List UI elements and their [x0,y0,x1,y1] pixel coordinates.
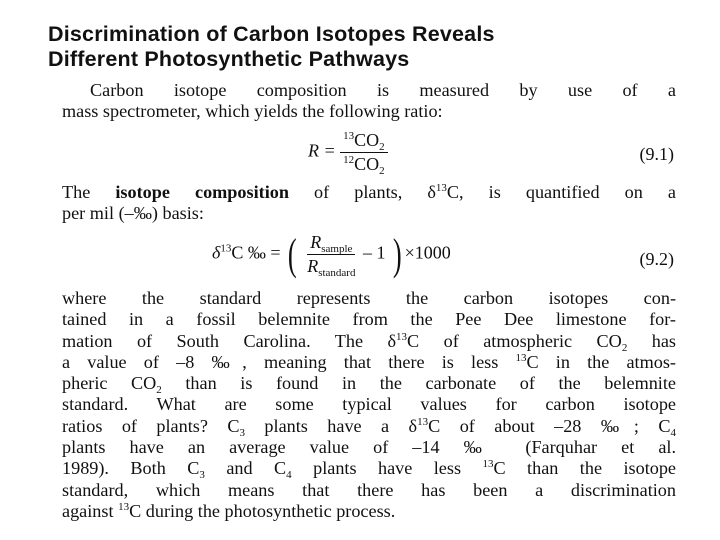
den: R [307,256,319,276]
equation-number: (9.2) [639,249,674,269]
eq-lhs: R = [308,140,336,161]
paragraph-standard [62,288,676,522]
equation-9-2 [212,229,451,279]
den-sub: 2 [379,165,385,177]
slide-title [48,22,495,72]
r-fraction [304,232,358,277]
equation-9-1 [308,130,388,175]
num-sub: 2 [379,141,385,153]
text-line: mass spectrometer, which yields the following ratio: [62,101,443,122]
ratio-fraction [340,130,388,175]
text-line: plants have an average value of –14 ‰ (Farquhar et al. [62,437,676,458]
paragraph-composition [62,182,676,225]
text-line: where the standard represents the carbon isotopes con- [62,288,676,308]
equation-number: (9.1) [639,144,674,164]
text-line: a value of –8 ‰, meaning that there is less $^{13}$C in the atmos- [62,351,676,372]
lhs: C ‰ = [231,242,281,263]
den: CO [354,154,380,174]
text-line: 1989). Both $C_3$ and $C_4$ plants have less $^{13}$C than the isotope [62,458,677,482]
num: R [310,232,322,252]
text-line: standard. What are some typical values for carbon isotope [62,394,676,415]
text-line: standard, which means that there has been a discrimination [62,479,676,500]
left-paren: ( [287,229,297,279]
times-1000: ×1000 [404,242,451,263]
right-paren: ) [392,229,402,279]
minus-one: – 1 [362,242,386,263]
den-sup: 12 [343,154,355,166]
text-line: The isotope composition of plants, $\delta^{13}C$, is quantified on a [62,182,676,202]
num-sup: 13 [343,130,355,142]
text-line: pheric $CO_2$ than is found in the carbonate of the belemnite [62,373,676,397]
title-line: Discrimination of Carbon Isotopes Reveals [48,22,495,46]
num-sub: sample [321,243,353,255]
text-line: against $^{13}$C during the photosynthetic process. [62,500,396,521]
lhs-sup: 13 [220,242,232,255]
delta: δ [212,242,221,263]
text-line: per mil (–‰) basis: [62,203,204,224]
text-line: mation of South Carolina. The $\delta^{13}C$ of atmospheric $CO_2$ has [62,330,677,354]
paragraph-intro [62,80,676,123]
text-line: tained in a fossil belemnite from the Pee Dee limestone for- [62,309,676,330]
title-line: Different Photosynthetic Pathways [48,47,410,71]
text-line: ratios of plants? $C_3$ plants have a $\delta^{13}C$ of about –28 ‰; $C_4$ [62,415,677,439]
num: CO [354,130,380,150]
den-sub: standard [318,267,356,279]
text-line: Carbon isotope composition is measured by use of a [90,80,676,100]
